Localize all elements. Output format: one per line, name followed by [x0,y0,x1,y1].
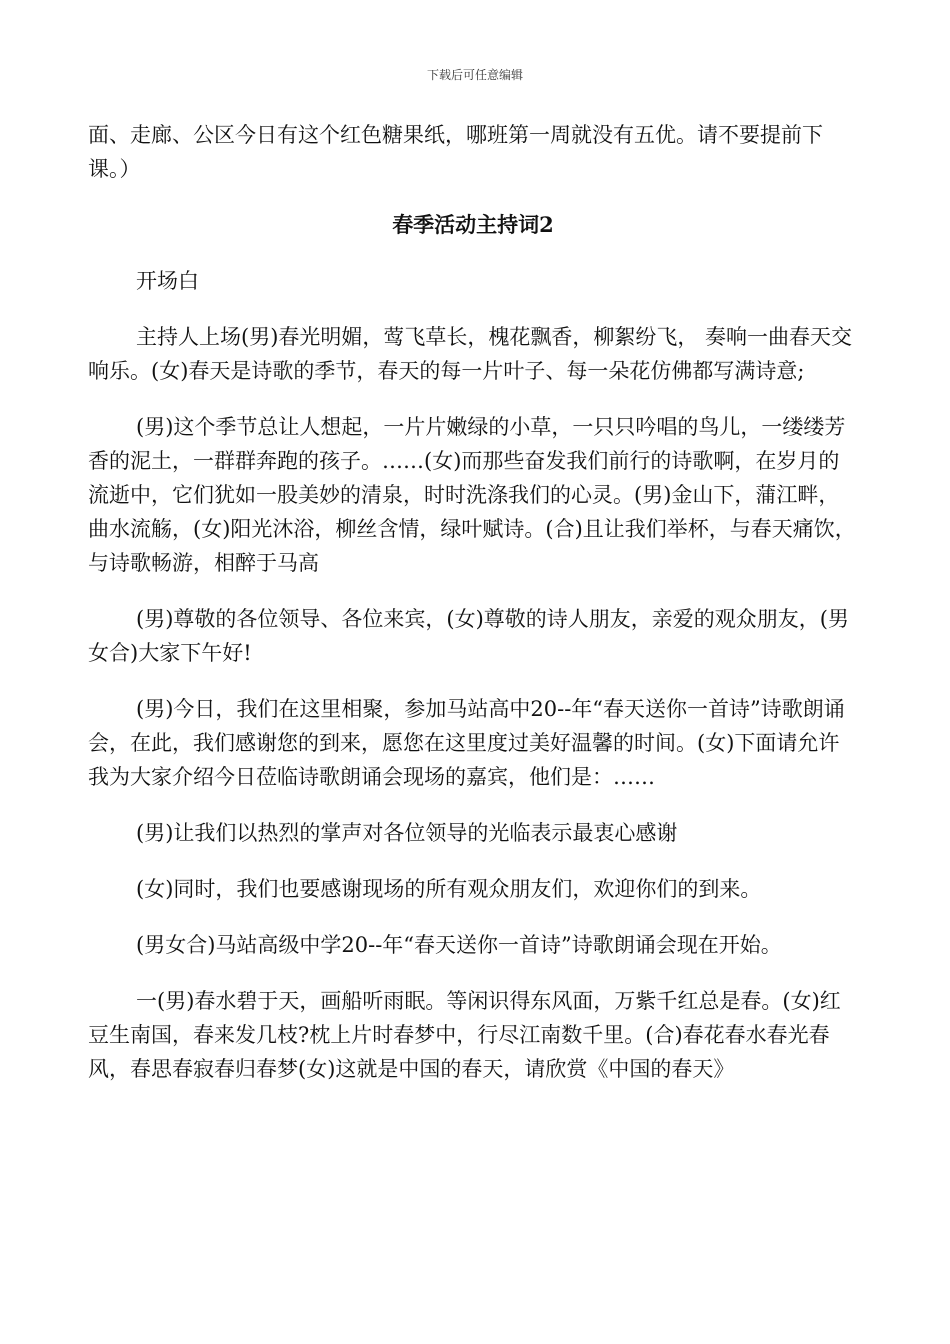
document-body [88,118,858,1108]
paragraph: (男女合)马站高级中学20--年“春天送你一首诗”诗歌朗诵会现在开始。 [136,933,782,957]
paragraph: 一(男)春水碧于天，画船听雨眠。等闲识得东风面，万紫千红总是春。(女)红豆生南国，春来发几枝?枕上片时春梦中，行尽江南数千里。(合)春花春水春光春风，春思春寂春归春梦(女)这就是中国的春天，请欣赏《中国的春天》 [88,989,841,1081]
page-header: 下载后可任意编辑 [426,68,523,82]
paragraph: (女)同时，我们也要感谢现场的所有观众朋友们，欢迎你们的到来。 [136,877,762,901]
section-title: 春季活动主持词2 [392,212,554,237]
paragraph: (男)这个季节总让人想起，一片片嫩绿的小草，一只只吟唱的鸟儿，一缕缕芳香的泥土，一群群奔跑的孩子。……(女)而那些奋发我们前行的诗歌啊，在岁月的流逝中，它们犹如一股美妙的清泉，时时洗涤我们的心灵。(男)金山下，蒲江畔，曲水流觞，(女)阳光沐浴，柳丝含情，绿叶赋诗。(合)且让我们举杯，与春天痛饮，与诗歌畅游，相醉于马高 [88,415,856,575]
paragraph-continuation: 面、走廊、公区今日有这个红色糖果纸，哪班第一周就没有五优。请不要提前下课。） [88,123,823,181]
paragraph: (男)今日，我们在这里相聚，参加马站高中20--年“春天送你一首诗”诗歌朗诵会，在此，我们感谢您的到来，愿您在这里度过美好温馨的时间。(女)下面请允许我为大家介绍今日莅临诗歌朗诵会现场的嘉宾，他们是：…… [88,697,845,789]
paragraph: (男)让我们以热烈的掌声对各位领导的光临表示最衷心感谢 [136,821,678,845]
paragraph-opening: 开场白 [136,269,199,293]
paragraph: (男)尊敬的各位领导、各位来宾，(女)尊敬的诗人朋友，亲爱的观众朋友，(男女合)大家下午好! [88,607,849,665]
paragraph: 主持人上场(男)春光明媚，莺飞草长，槐花飘香，柳絮纷飞， 奏响一曲春天交响乐。(女)春天是诗歌的季节，春天的每一片叶子、每一朵花仿佛都写满诗意; [88,325,853,383]
